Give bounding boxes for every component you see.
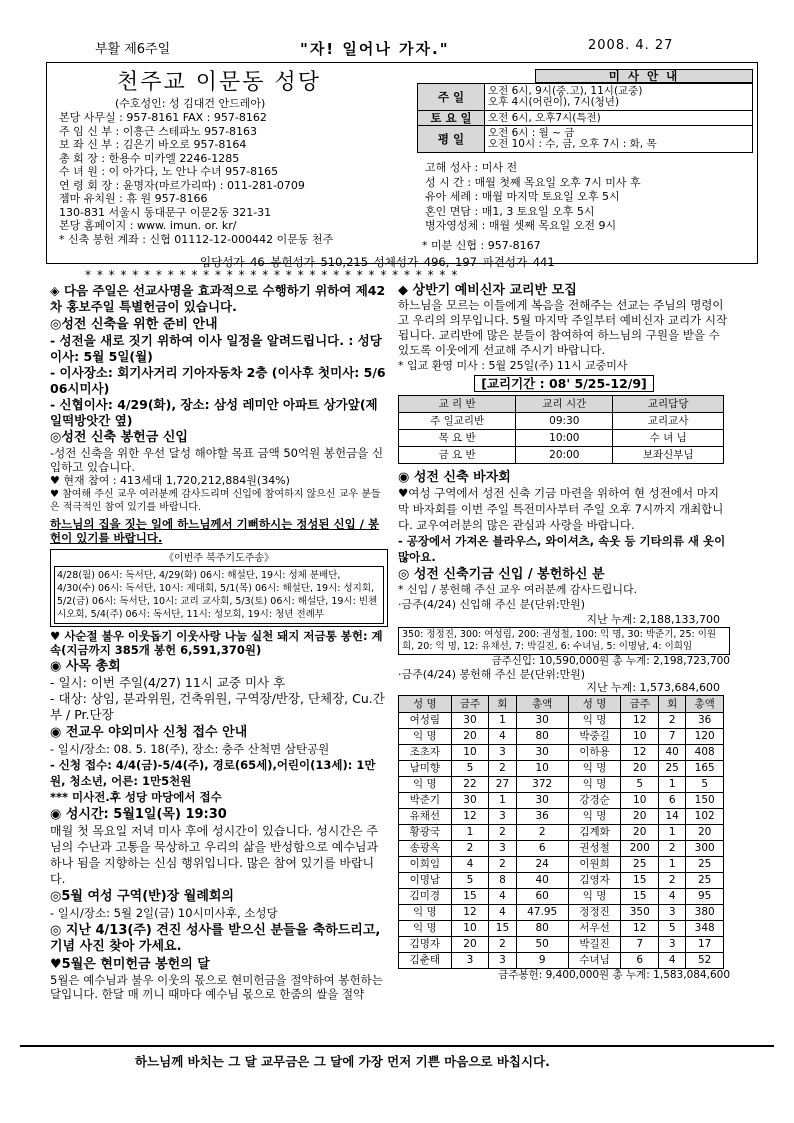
cell: 8 <box>489 873 516 889</box>
cell: 25 <box>659 761 686 777</box>
cell: 12 <box>621 713 659 729</box>
donor-name: 황광국 <box>399 825 452 841</box>
cell: 36 <box>516 809 568 825</box>
table-row <box>399 809 724 825</box>
donor-name: 이명남 <box>399 873 452 889</box>
table-row <box>399 937 724 953</box>
outdoor-line: *** 미사전.후 성당 마당에서 접수 <box>50 790 222 804</box>
table-header <box>399 696 724 713</box>
cell: 15 <box>621 889 659 905</box>
mass-label: 토 요 일 <box>418 111 485 126</box>
weekly-duty-box <box>50 549 388 627</box>
cell: 15 <box>489 921 516 937</box>
contact-line: 보 좌 신 부 : 김은기 바오로 957-8164 <box>59 138 247 151</box>
cell: 10 <box>451 745 489 761</box>
col-header: 총액 <box>516 696 568 713</box>
donor-name: 박중길 <box>568 729 621 745</box>
cell: 24 <box>516 857 568 873</box>
donor-name: 이원희 <box>568 857 621 873</box>
cell: 12 <box>451 905 489 921</box>
cell: 1 <box>659 825 686 841</box>
cell: 165 <box>686 761 724 777</box>
table-row <box>399 729 724 745</box>
date: 2008. 4. 27 <box>588 38 674 53</box>
donor-name: 서우선 <box>568 921 621 937</box>
col-header: 회 <box>659 696 686 713</box>
cell: 102 <box>686 809 724 825</box>
cell: 2 <box>489 761 516 777</box>
cell: 20 <box>686 825 724 841</box>
cell: 2 <box>516 825 568 841</box>
offering-week-total: 금주봉헌: 9,400,000원 총 누계: 1,583,084,600 <box>498 969 730 981</box>
rice-offering-text: 5월은 예수님과 불우 이웃의 몫으로 현미헌금을 절약하여 봉헌하는 달입니다. 한달 매 끼니 때마다 예수님 몫으로 한줌의 쌀을 절약 <box>50 973 383 1001</box>
hymn-numbers: 입당성가 46 봉헌성가 510,215 성체성가 496, 197 파견성가 441 <box>200 255 555 269</box>
cell: 3 <box>659 905 686 921</box>
mass-time: 오전 6시, 9시(중.고), 11시(교중) <box>488 85 643 97</box>
cell: 3 <box>489 809 516 825</box>
contact-line: 총 회 장 : 한용수 미카엘 2246-1285 <box>59 151 240 165</box>
table-row <box>399 745 724 761</box>
cell: 6 <box>516 841 568 857</box>
cell: 4 <box>489 889 516 905</box>
contact-line: 연 령 회 장 : 윤명자(마르가리따) : 011-281-0709 <box>59 178 305 192</box>
mass-schedule <box>417 69 753 153</box>
cell: 20 <box>451 937 489 953</box>
donor-name: 김영자 <box>568 873 621 889</box>
women-meeting-heading: ◎5월 여성 구역(반)장 월례회의 <box>50 889 234 904</box>
cell: 10 <box>516 761 568 777</box>
mass-label: 주 일 <box>418 84 485 111</box>
table-row <box>399 713 724 729</box>
cell: 10 <box>621 729 659 745</box>
cell: 2 <box>489 857 516 873</box>
cell: 1 <box>489 713 516 729</box>
cell: 95 <box>686 889 724 905</box>
confirmation-notice: ◎ 지난 4/13(주) 견진 성사를 받으신 분들을 축하드리고, 기념 사진 찾아 가세요. <box>50 923 381 954</box>
meeting-line: - 대상: 상임, 분과위원, 건축위원, 구역장/반장, 단체장, Cu.간부 / Pr.단장 <box>50 691 385 722</box>
table-row <box>399 413 724 430</box>
left-column <box>50 283 388 1001</box>
bazaar-heading: ◉ 성전 신축 바자회 <box>398 470 511 485</box>
cell: 3 <box>489 953 516 969</box>
cell: 20 <box>621 809 659 825</box>
cell: 1 <box>489 793 516 809</box>
table-row <box>399 953 724 969</box>
sacrament-line: 혼인 면담 : 매1, 3 토요일 오후 5시 <box>425 204 595 218</box>
donor-name: 익 명 <box>568 777 621 793</box>
contact-line: 본당 사무실 : 957-8161 FAX : 957-8162 <box>59 111 267 124</box>
pledge-status: ♥ 현재 참여 : 413세대 1,720,212,884원(34%) <box>50 474 290 487</box>
cell: 09:30 <box>516 413 613 430</box>
cell: 25 <box>686 857 724 873</box>
move-heading: ◎성전 신축을 위한 준비 안내 <box>50 317 218 332</box>
donor-name: 익 명 <box>568 889 621 905</box>
credit-union: * 미분 신협 : 957-8167 <box>422 239 541 252</box>
cell: 목 요 반 <box>399 430 516 447</box>
cell: 5 <box>451 873 489 889</box>
cell: 2 <box>489 825 516 841</box>
catechumen-heading: ◆ 상반기 예비신자 교리반 모집 <box>398 283 577 298</box>
col-header: 교리 시간 <box>516 396 613 413</box>
cell: 2 <box>451 841 489 857</box>
account-line: * 신축 봉헌 계좌 : 신협 01112-12-000442 이문동 천주 <box>59 232 334 246</box>
mass-row-sunday <box>418 84 753 111</box>
donation-thanks: * 신입 / 봉헌해 주신 교우 여러분께 감사드립니다. <box>398 583 638 596</box>
donor-name: 김춘태 <box>399 953 452 969</box>
week-label: 부활 제6주일 <box>95 42 171 56</box>
pledge-thanks: ♥ 참여해 주신 교우 여러분께 감사드리며 신입에 참여하지 않으신 교우 분들은 적극적인 참여 있기를 바랍니다. <box>50 489 381 513</box>
cell: 5 <box>659 921 686 937</box>
cell: 30 <box>516 745 568 761</box>
cell: 7 <box>621 937 659 953</box>
mission-notice: ◈ 다음 주일은 선교사명을 효과적으로 수행하기 위하여 제42차 홍보주일 특별헌금이 있습니다. <box>50 283 386 314</box>
cell: 150 <box>686 793 724 809</box>
women-meeting-text: - 일시/장소: 5월 2일(금) 10시미사후, 소성당 <box>50 906 278 920</box>
col-header: 금주 <box>451 696 489 713</box>
cell: 5 <box>451 761 489 777</box>
cell: 80 <box>516 729 568 745</box>
outdoor-line: - 신청 접수: 4/4(금)-5/4(주), 경로(65세),어린이(13세): 1만원, 청소년, 어른: 1만5천원 <box>50 758 376 788</box>
donor-name: 남미향 <box>399 761 452 777</box>
cell: 3 <box>659 937 686 953</box>
lent-piggybank: ♥ 사순절 불우 이웃돕기 이웃사랑 나눔 실천 돼지 저금통 봉헌: 계속(지금까지 385개 봉헌 6,591,370원) <box>50 629 383 657</box>
col-header: 회 <box>489 696 516 713</box>
cell: 22 <box>451 777 489 793</box>
col-header: 금주 <box>621 696 659 713</box>
donor-name: 정정진 <box>568 905 621 921</box>
bazaar-text: ♥여성 구역에서 성전 신축 기금 마련을 위하여 현 성전에서 마지막 바자회를 이번 주일 특전미사부터 주일 오후 7시까지 개최합니다. 교우여러분의 많은 관심과 사랑을 바랍니다. <box>398 486 724 532</box>
table-row <box>399 889 724 905</box>
cell: 12 <box>621 745 659 761</box>
cell: 12 <box>451 809 489 825</box>
cell: 10:00 <box>516 430 613 447</box>
move-line: - 성전을 새로 짓기 위하여 이사 일정을 알려드립니다. : 성당이사: 5월 5일(월) <box>50 333 382 364</box>
cell: 36 <box>686 713 724 729</box>
table-row <box>399 873 724 889</box>
cell: 5 <box>621 777 659 793</box>
contact-line: 수 녀 원 : 이 아가다, 노 안나 수녀 957-8165 <box>59 165 279 178</box>
cell: 9 <box>516 953 568 969</box>
cell: 15 <box>621 873 659 889</box>
meeting-line: - 일시: 이번 주일(4/27) 11시 교중 미사 후 <box>50 675 286 690</box>
pledge-appeal: 하느님의 집을 짓는 일에 하느님께서 기뻐하시는 정성된 신입 / 봉헌이 있기를 바랍니다. <box>50 517 380 545</box>
address-line: 130-831 서울시 동대문구 이문2동 321-31 <box>59 205 272 219</box>
cell: 17 <box>686 937 724 953</box>
cell: 348 <box>686 921 724 937</box>
donor-name: 익 명 <box>399 905 452 921</box>
donor-name: 익 명 <box>399 921 452 937</box>
table-row <box>399 905 724 921</box>
contact-line: 젬마 유치원 : 휴 원 957-8166 <box>59 192 208 205</box>
footer-tithe-notice: 하느님께 바치는 그 달 교무금은 그 달에 가장 먼저 기쁜 마음으로 바칩시다. <box>135 1054 550 1069</box>
rice-offering-heading: ♥5월은 현미헌금 봉헌의 달 <box>50 957 210 972</box>
table-row <box>399 841 724 857</box>
cell: 교리교사 <box>613 413 724 430</box>
holy-hour-text: 매월 첫 목요일 저녁 미사 후에 성시간이 있습니다. 성시간은 주님의 수난과 고통을 묵상하고 우리의 삶을 반성함으로 예수님과 하나 됨을 지향하는 신심 행위입니다. 많은 참여 있기를 바랍니다. <box>50 824 379 886</box>
catechumen-text: 하느님을 모르는 이들에게 복음을 전해주는 선교는 주님의 명령이고 우리의 의무입니다. 5월 마지막 주일부터 예비신자 교리가 시작됩니다. 교리반에 많은 분들이 참여하여 하느님의 구원을 받을 수 있도록 이웃에게 선교해 주시기 바랍니다. <box>398 298 728 357</box>
donor-name: 박준기 <box>399 793 452 809</box>
donor-name: 여성림 <box>399 713 452 729</box>
cell: 4 <box>659 953 686 969</box>
cell: 120 <box>686 729 724 745</box>
mass-time: 오전 6시, 오후7시(특전) <box>485 111 753 126</box>
cell: 주 일교리반 <box>399 413 516 430</box>
table-row <box>399 761 724 777</box>
star-divider: * * * * * * * * * * * * * * * * * * * * * * * * * * * * * * * * <box>85 268 459 282</box>
table-row <box>399 777 724 793</box>
cell: 60 <box>516 889 568 905</box>
mass-time: 오전 10시 : 수, 금, 오후 7시 : 화, 목 <box>488 138 657 150</box>
col-header: 교 리 반 <box>399 396 516 413</box>
col-header: 성 명 <box>399 696 452 713</box>
outdoor-mass-heading: ◉ 전교우 야외미사 신청 접수 안내 <box>50 725 248 740</box>
donor-name: 송광옥 <box>399 841 452 857</box>
contact-line: 주 임 신 부 : 이흥근 스테파노 957-8163 <box>59 124 258 138</box>
donor-name: 익 명 <box>399 729 452 745</box>
homepage-line: 본당 홈페이지 : www. imun. or. kr/ <box>59 219 237 232</box>
cell: 3 <box>451 953 489 969</box>
cell: 6 <box>621 953 659 969</box>
right-column <box>398 283 730 982</box>
donor-name: 익 명 <box>399 777 452 793</box>
outdoor-line: - 일시/장소: 08. 5. 18(주), 장소: 충주 산척면 삼탄공원 <box>50 742 330 756</box>
cell: 15 <box>451 889 489 905</box>
donor-name: 수녀님 <box>568 953 621 969</box>
cell: 40 <box>659 745 686 761</box>
donor-name: 김명자 <box>399 937 452 953</box>
offering-previous-total: 지난 누계: 1,573,684,600 <box>586 681 720 694</box>
move-line: - 이사장소: 회기사거리 기아자동차 2층 (이사후 첫미사: 5/6 06시미사) <box>50 365 386 396</box>
donor-name: 권성철 <box>568 841 621 857</box>
col-header: 성 명 <box>568 696 621 713</box>
holy-hour-heading: ◉ 성시간: 5월1일(목) 19:30 <box>50 807 227 822</box>
pledge-heading: ◎성전 신축 봉헌금 신입 <box>50 430 188 445</box>
cell: 14 <box>659 809 686 825</box>
pledge-donor-box: 350: 정정진, 300: 여성림, 200: 권성철, 100: 익 명, 30: 박준기, 25: 이원희, 20: 익 명, 12: 유채선, 7: 박길진, 6: 수녀님, 5: 이명남, 4: 이희임 <box>398 627 730 655</box>
cell: 1 <box>659 777 686 793</box>
period-box <box>398 375 730 392</box>
sacrament-line: 병자영성체 : 매월 셋째 목요일 오전 9시 <box>425 219 617 232</box>
cell: 3 <box>489 745 516 761</box>
parish-title: 천주교 이문동 성당 <box>117 70 322 95</box>
motto: "자! 일어나 가자." <box>300 40 450 56</box>
donor-name: 유채선 <box>399 809 452 825</box>
cell: 4 <box>489 905 516 921</box>
table-header <box>399 396 724 413</box>
cell: 20 <box>621 761 659 777</box>
pledge-line: -성전 신축을 위한 우선 달성 해야할 목표 금액 50억원 봉헌금을 신입하고 있습니다. <box>50 446 384 474</box>
cell: 300 <box>686 841 724 857</box>
bazaar-items: - 공장에서 가져온 블라우스, 와이셔츠, 속옷 등 기타의류 새 옷이 많아요. <box>398 534 726 564</box>
cell: 1 <box>451 825 489 841</box>
sacrament-line: 유아 세례 : 매월 마지막 토요일 오후 5시 <box>425 190 620 203</box>
pledge-week-total: 금주신입: 10,590,000원 총 누계: 2,198,723,700 <box>491 655 730 667</box>
cell: 2 <box>659 713 686 729</box>
col-header: 교리담당 <box>613 396 724 413</box>
cell: 10 <box>451 921 489 937</box>
donor-name: 익 명 <box>568 713 621 729</box>
cell: 350 <box>621 905 659 921</box>
cell: 380 <box>686 905 724 921</box>
cell: 4 <box>451 857 489 873</box>
cell: 200 <box>621 841 659 857</box>
welcome-mass: * 입교 환영 미사 : 5월 25일(주) 11시 교중미사 <box>398 359 628 372</box>
donor-name: 조초자 <box>399 745 452 761</box>
donor-name: 박길진 <box>568 937 621 953</box>
cell: 4 <box>659 889 686 905</box>
table-row <box>399 825 724 841</box>
cell: 1 <box>659 857 686 873</box>
cell: 20:00 <box>516 447 613 464</box>
cell: 금 요 반 <box>399 447 516 464</box>
cell: 20 <box>621 825 659 841</box>
cell: 30 <box>451 713 489 729</box>
cell: 20 <box>451 729 489 745</box>
donor-name: 익 명 <box>568 809 621 825</box>
pledge-previous-total: 지난 누계: 2,188,133,700 <box>586 613 720 626</box>
table-row <box>399 447 724 464</box>
sacrament-info <box>425 161 747 234</box>
donor-name: 익 명 <box>568 761 621 777</box>
cell: 2 <box>489 937 516 953</box>
cell: 30 <box>451 793 489 809</box>
pastoral-meeting-heading: ◉ 사목 총회 <box>50 659 121 674</box>
footer-rule <box>20 1045 774 1047</box>
catechism-period: [교리기간 : 08' 5/25-12/9] <box>474 375 654 392</box>
cell: 2 <box>659 873 686 889</box>
duty-box-title: 《이번주 북주기도주송》 <box>163 553 275 564</box>
cell: 7 <box>659 729 686 745</box>
cell: 52 <box>686 953 724 969</box>
table-row <box>399 793 724 809</box>
cell: 47.95 <box>516 905 568 921</box>
donation-heading: ◎ 성전 신축기금 신입 / 봉헌하신 분 <box>398 567 605 582</box>
cell: 372 <box>516 777 568 793</box>
cell: 보좌신부님 <box>613 447 724 464</box>
mass-time: 오후 4시(어린이), 7시(청년) <box>488 96 620 108</box>
parish-info-box <box>46 62 758 264</box>
cell: 수 녀 님 <box>613 430 724 447</box>
cell: 10 <box>621 793 659 809</box>
cell: 4 <box>489 729 516 745</box>
cell: 25 <box>621 857 659 873</box>
cell: 25 <box>686 873 724 889</box>
table-row <box>399 430 724 447</box>
mass-time: 오전 6시 : 월 ~ 금 <box>488 127 575 139</box>
contact-list <box>59 111 429 246</box>
cell: 50 <box>516 937 568 953</box>
sacrament-line: 성 시 간 : 매월 첫째 목요일 오후 7시 미사 후 <box>425 175 641 189</box>
mass-table <box>417 83 753 153</box>
cell: 408 <box>686 745 724 761</box>
table-row <box>399 921 724 937</box>
donor-name: 강경순 <box>568 793 621 809</box>
cell: 30 <box>516 713 568 729</box>
mass-label: 평 일 <box>418 126 485 153</box>
offering-subheading: ·금주(4/24) 봉헌해 주신 분(단위:만원) <box>398 668 586 681</box>
catechism-table <box>398 395 724 464</box>
cell: 2 <box>659 841 686 857</box>
mass-row-saturday <box>418 111 753 126</box>
offering-table <box>398 695 724 969</box>
donor-name: 김계화 <box>568 825 621 841</box>
mass-row-weekday <box>418 126 753 153</box>
donor-name: 이하용 <box>568 745 621 761</box>
mass-schedule-title: 미 사 안 내 <box>535 69 753 83</box>
pledge-subheading: ·금주(4/24) 신입해 주신 분(단위:만원) <box>398 598 586 611</box>
donor-name: 이희임 <box>399 857 452 873</box>
cell: 6 <box>659 793 686 809</box>
cell: 12 <box>621 921 659 937</box>
sacrament-line: 고해 성사 : 미사 전 <box>425 161 518 174</box>
move-line: - 신협이사: 4/29(화), 장소: 삼성 레미안 아파트 상가앞(제일떡방앗간 옆) <box>50 397 378 428</box>
table-row <box>399 857 724 873</box>
patron-saint: (수호성인: 성 김대건 안드레아) <box>115 97 266 110</box>
donor-name: 김미경 <box>399 889 452 905</box>
cell: 30 <box>516 793 568 809</box>
cell: 40 <box>516 873 568 889</box>
cell: 80 <box>516 921 568 937</box>
cell: 5 <box>686 777 724 793</box>
col-header: 총액 <box>686 696 724 713</box>
duty-box-text: 4/28(월) 06시: 독서단, 4/29(화) 06시: 해설단, 19시: 성체 분배단, 4/30(수) 06시: 독서단, 10시: 제대회, 5/1(목) 06시: 해설단, 19시: 성지회, 5/2(금) 06시: 독서단, 10시: 교리 교사회, 5/3(토) 06시: 해설단, 19시: 빈첸시오회, 5/4(주) 06시: 독서단, 11시: 성모회, 19시: 청년 전례부 <box>54 566 384 624</box>
cell: 27 <box>489 777 516 793</box>
cell: 3 <box>489 841 516 857</box>
